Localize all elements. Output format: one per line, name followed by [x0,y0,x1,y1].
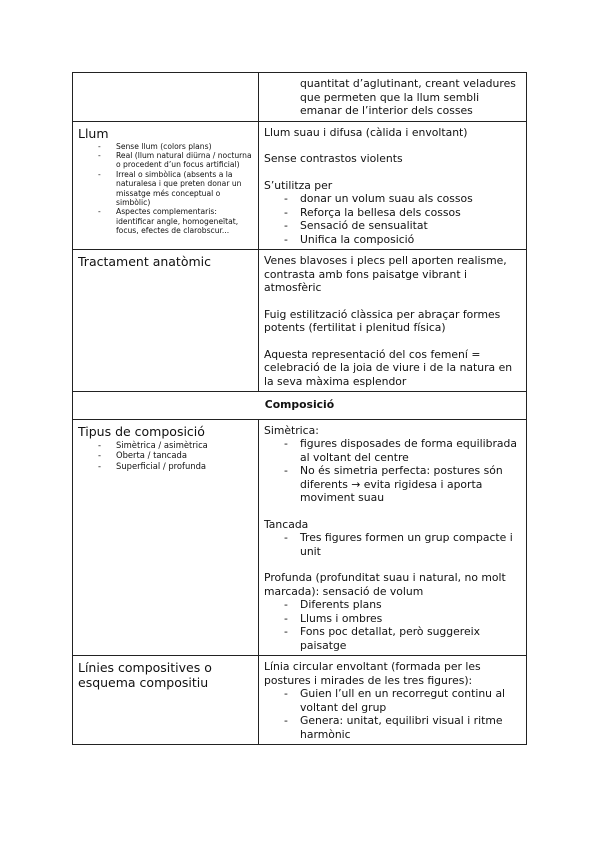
profunda-bullet: - Fons poc detallat, però suggereix paisatge [284,625,522,652]
empty-cell [73,73,259,122]
llum-label-cell [73,121,259,250]
table-row-tipus [73,419,527,656]
tractament-label: Tractament anatòmic [78,254,212,269]
tractament-content-cell [259,250,527,392]
llum-sublist [78,142,254,236]
llum-sub-item: - Sense llum (colors plans) [98,142,254,151]
llum-bullet: - donar un volum suau als cossos [284,192,522,206]
tipus-label-cell [73,419,259,656]
llum-sub-item: - Irreal o simbòlica (absents a la naturalesa i que preten donar un missatge més conceptual o simbòlic) [98,170,254,208]
profunda-bullet-list [264,598,522,652]
linies-bullet: - Guien l’ull en un recorregut continu al voltant del grup [284,687,522,714]
tancada-title: Tancada [264,517,309,531]
tancada-bullet: - Tres figures formen un grup compacte i unit [284,531,522,558]
table-row-continuation [73,73,527,122]
llum-content-cell [259,121,527,250]
linies-title: Línia circular envoltant (formada per les postures i mirades de les tres figures): [264,660,481,687]
linies-label: Línies compositives o esquema compositiu [78,660,212,690]
linies-bullet: - Genera: unitat, equilibri visual i ritme harmònic [284,714,522,741]
tractament-paragraph: Fuig estilització clàssica per abraçar formes potents (fertilitat i plenitud física) [264,307,501,334]
llum-sub-item: - Aspectes complementaris: identificar angle, homogeneïtat, focus, efectes de clarobscur... [98,207,254,235]
llum-sub-item: - Real (llum natural diürna / nocturna o procedent d’un focus artificial) [98,151,254,170]
tipus-label: Tipus de composició [78,423,205,439]
llum-bullet: - Reforça la bellesa dels cossos [284,206,522,220]
tipus-sub-item: - Superficial / profunda [98,461,254,472]
llum-paragraph: Llum suau i difusa (càlida i envoltant) [264,125,468,139]
tipus-sub-item: - Oberta / tancada [98,450,254,461]
section-header-composicio: Composició [73,392,527,420]
llum-bullet-list [264,192,522,246]
simetrica-bullet-list [264,437,522,505]
linies-bullet-list [264,687,522,741]
linies-label-cell [73,656,259,745]
llum-paragraph: Sense contrastos violents [264,152,403,165]
simetrica-bullet: - figures disposades de forma equilibrada al voltant del centre [284,437,522,464]
tractament-paragraph: Venes blavoses i plecs pell aporten realisme, contrasta amb fons paisatge vibrant i atmosfèric [264,254,507,294]
continuation-cell [259,73,527,122]
llum-bullet: - Sensació de sensualitat [284,219,522,233]
llum-paragraph: S’utilitza per [264,178,333,192]
llum-bullet: - Unifica la composició [284,233,522,247]
simetrica-title: Simètrica: [264,423,319,437]
tipus-sublist [78,440,254,472]
llum-label: Llum [78,125,109,141]
tipus-sub-item: - Simètrica / asimètrica [98,440,254,451]
profunda-bullet: - Llums i ombres [284,612,522,626]
table-row-linies [73,656,527,745]
profunda-title: Profunda (profunditat suau i natural, no molt marcada): sensació de volum [264,571,506,598]
profunda-bullet: - Diferents plans [284,598,522,612]
analysis-table [72,72,527,745]
simetrica-bullet: - No és simetria perfecta: postures són diferents → evita rigidesa i aporta moviment suau [284,464,522,505]
continuation-text: quantitat d’aglutinant, creant veladures que permeten que la llum sembli emanar de l’interior dels cosses [300,77,516,117]
table-row-llum [73,121,527,250]
table-row-section-header [73,392,527,420]
tractament-label-cell [73,250,259,392]
tractament-paragraph: Aquesta representació del cos femení = celebració de la joia de viure i de la natura en la seva màxima esplendor [264,347,513,388]
linies-content-cell [259,656,527,745]
tancada-bullet-list [264,531,522,558]
tipus-content-cell [259,419,527,656]
table-row-tractament [73,250,527,392]
